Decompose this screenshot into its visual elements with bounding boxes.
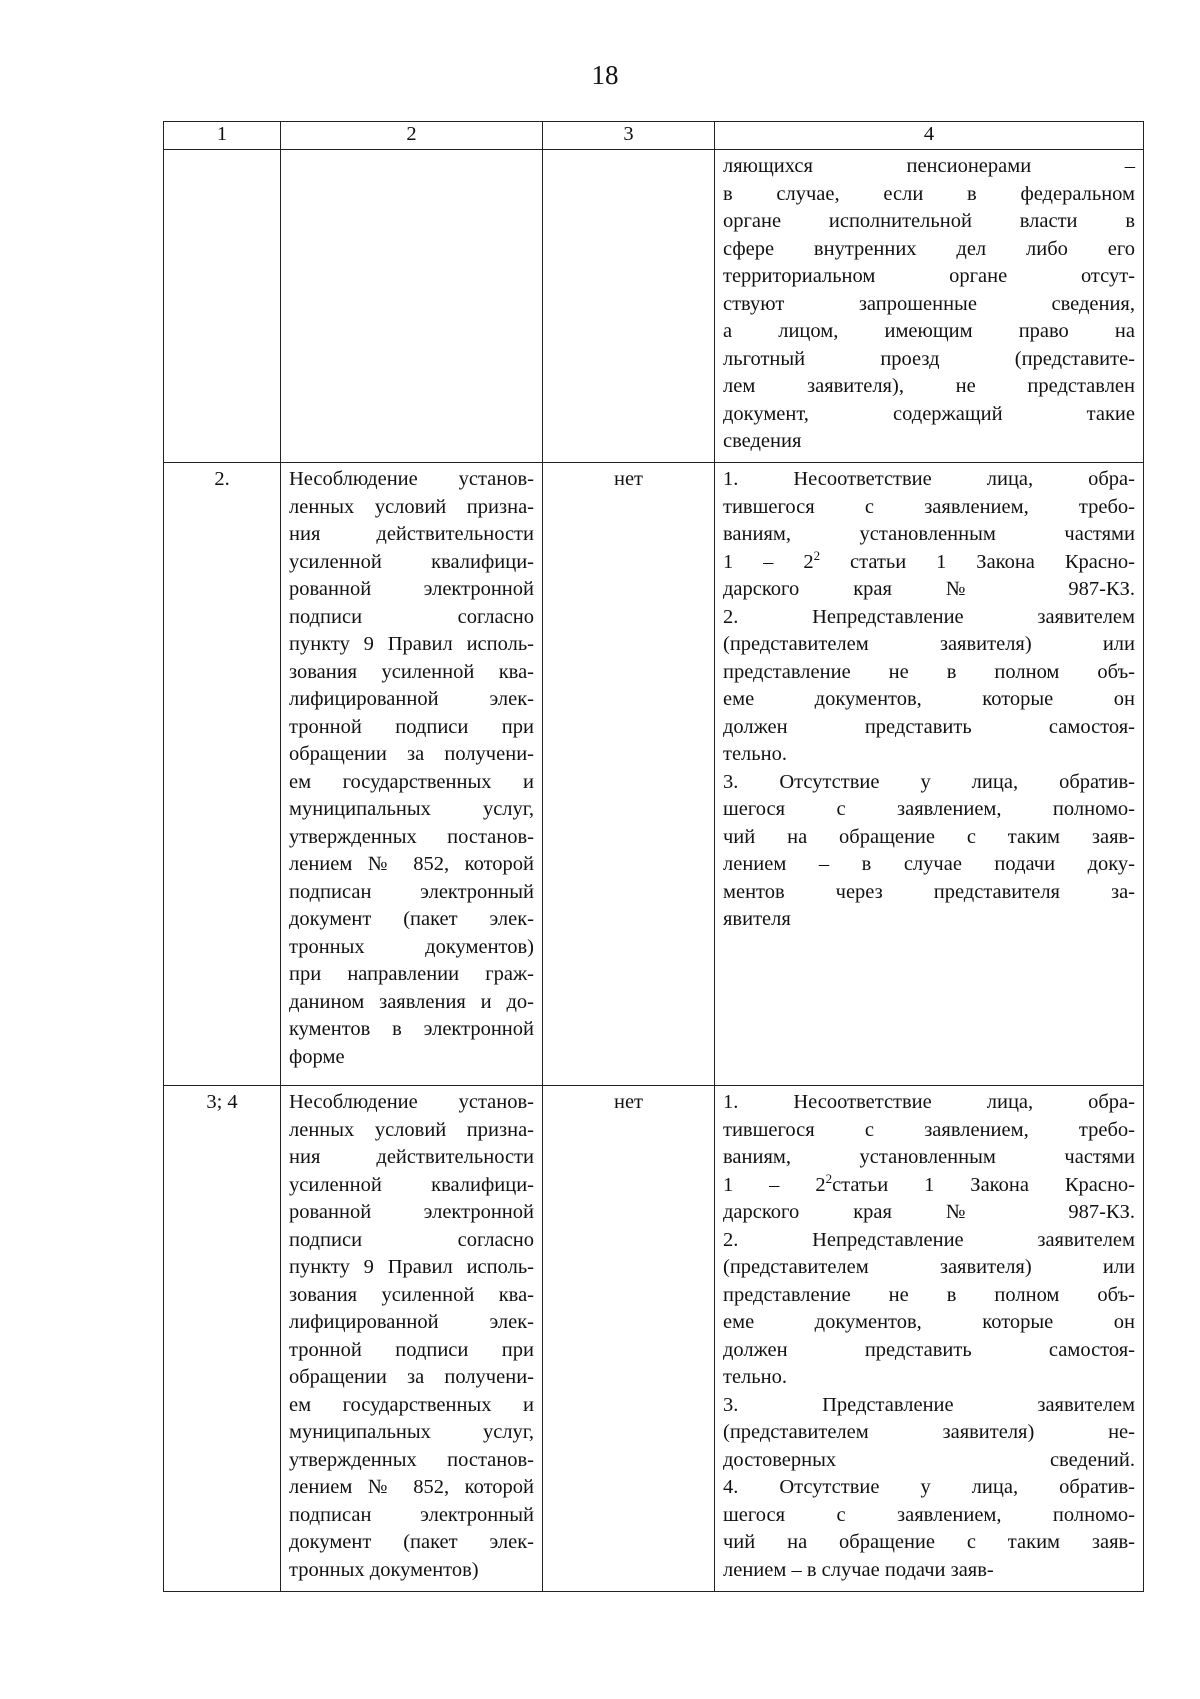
text-line: (представителем заявителя) или [723, 633, 1135, 655]
text-line: утвержденных постанов- [289, 1448, 534, 1471]
table-header-row [164, 122, 1144, 150]
text-line: сведения [723, 430, 802, 452]
text-line: (представителем заявителя) или [723, 1256, 1135, 1278]
text-line: муниципальных услуг, [289, 798, 534, 820]
text-line: в случае, если в федеральном [723, 182, 1135, 205]
text-line: достоверных сведений. [723, 1448, 1135, 1471]
text-line: обращении за получени- [289, 1366, 534, 1388]
header-col-2: 2 [281, 122, 543, 150]
text-line: ленных условий призна- [289, 495, 534, 518]
condition-cell [281, 463, 543, 1086]
text-line: лем заявителя), не представлен [723, 375, 1135, 397]
text-line: ем государственных и [289, 770, 534, 793]
text-line: тронной подписи при [289, 1338, 534, 1361]
text-line: ем государственных и [289, 1393, 534, 1416]
flag-cell: нет [543, 1086, 715, 1592]
text-line: $1 - 2^2статьи$ 1 Закона Красно- [723, 1170, 1135, 1196]
text-line: кументов в электронной [289, 1018, 534, 1040]
text-line: 3. Отсутствие у лица, обратив- [723, 770, 1135, 793]
text-line: зования усиленной ква- [289, 660, 534, 683]
text-line: документ, содержащий такие [723, 402, 1135, 425]
text-line: представление не в полном объ- [723, 1283, 1135, 1306]
text-line: данином заявления и до- [289, 990, 534, 1013]
text-line: лением – в случае подачи доку- [723, 853, 1135, 875]
header-col-1: 1 [164, 122, 281, 150]
text-line: лением № 852, которой [289, 853, 534, 875]
text-line: документ (пакет элек- [289, 1531, 534, 1553]
text-line: муниципальных услуг, [289, 1421, 534, 1443]
text-line: лифицированной элек- [289, 688, 534, 710]
text-line: рованной электронной [289, 578, 534, 600]
text-line: тельно. [723, 743, 787, 765]
text-line: шегося с заявлением, полномо- [723, 798, 1135, 820]
text-line: тившегося с заявлением, требо- [723, 495, 1135, 518]
text-line: дарского края № 987-КЗ. [723, 578, 1135, 600]
text-line: усиленной квалифици- [289, 550, 534, 573]
text-line: чий на обращение с таким заяв- [723, 825, 1135, 848]
text-line: рованной электронной [289, 1201, 534, 1223]
row-number [164, 150, 281, 463]
text-line: $1 - 2^2$ статьи 1 Закона Красно- [723, 547, 1135, 573]
text-line: подписи согласно [289, 605, 534, 628]
text-line: дарского края № 987-КЗ. [723, 1201, 1135, 1223]
text-line: органе исполнительной власти в [723, 210, 1135, 232]
page-number: 18 [591, 60, 619, 90]
text-line: при направлении граж- [289, 963, 534, 985]
text-line: ваниям, установленным частями [723, 523, 1135, 545]
row-number: 2. [164, 463, 281, 1086]
text-line: лифицированной элек- [289, 1311, 534, 1333]
text-line: сфере внутренних дел либо его [723, 237, 1135, 260]
superscript: 2 [813, 547, 821, 563]
text-line: шегося с заявлением, полномо- [723, 1503, 1135, 1526]
flag-cell: нет [543, 463, 715, 1086]
text-line: чий на обращение с таким заяв- [723, 1531, 1135, 1553]
text-line: ния действительности [289, 523, 534, 545]
text-line: обращении за получени- [289, 743, 534, 765]
text-line: пункту 9 Правил исполь- [289, 633, 534, 655]
table-row [164, 463, 1144, 1086]
header-col-4: 4 [715, 122, 1144, 150]
text-line: 4. Отсутствие у лица, обратив- [723, 1476, 1135, 1498]
text-line: ленных условий призна- [289, 1118, 534, 1141]
superscript: 2 [825, 1170, 833, 1186]
text-line: льготный проезд (представите- [723, 347, 1135, 370]
reasons-cell [715, 463, 1144, 1086]
text-line: а лицом, имеющим право на [723, 320, 1135, 342]
text-line: ляющихся пенсионерами – [723, 155, 1135, 177]
text-line: ствуют запрошенные сведения, [723, 292, 1135, 315]
condition-cell [281, 150, 543, 463]
text-line: еме документов, которые он [723, 688, 1135, 710]
text-line: территориальном органе отсут- [723, 265, 1135, 287]
text-line: Несоблюдение установ- [289, 468, 534, 490]
text-line: (представителем заявителя) не- [723, 1421, 1135, 1443]
text-line: Несоблюдение установ- [289, 1091, 534, 1113]
text-line: подписан электронный [289, 1503, 534, 1526]
text-line: усиленной квалифици- [289, 1173, 534, 1196]
text-line: ваниям, установленным частями [723, 1146, 1135, 1168]
text-line: зования усиленной ква- [289, 1283, 534, 1306]
text-line: тившегося с заявлением, требо- [723, 1118, 1135, 1141]
text-line: подписи согласно [289, 1228, 534, 1251]
text-line: тронной подписи при [289, 715, 534, 738]
text-line: лением № 852, которой [289, 1476, 534, 1498]
text-line: 1. Несоответствие лица, обра- [723, 468, 1135, 490]
text-line: лением – в случае подачи заяв- [723, 1558, 994, 1581]
text-line: должен представить самостоя- [723, 1338, 1135, 1361]
document-table [163, 121, 1144, 1592]
header-col-3: 3 [543, 122, 715, 150]
text-line: тронных документов) [289, 1558, 479, 1581]
text-line: 2. Непредставление заявителем [723, 1228, 1135, 1251]
text-line: форме [289, 1045, 345, 1068]
text-line: 1. Несоответствие лица, обра- [723, 1091, 1135, 1113]
row-number: 3; 4 [164, 1086, 281, 1592]
text-line: ментов через представителя за- [723, 880, 1135, 903]
text-line: ния действительности [289, 1146, 534, 1168]
flag-cell [543, 150, 715, 463]
text-line: документ (пакет элек- [289, 908, 534, 930]
text-line: тельно. [723, 1366, 787, 1388]
text-line: 3. Представление заявителем [723, 1393, 1135, 1416]
text-line: пункту 9 Правил исполь- [289, 1256, 534, 1278]
reasons-cell [715, 150, 1144, 463]
text-line: представление не в полном объ- [723, 660, 1135, 683]
table-row [164, 1086, 1144, 1592]
text-line: должен представить самостоя- [723, 715, 1135, 738]
condition-cell [281, 1086, 543, 1592]
text-line: утвержденных постанов- [289, 825, 534, 848]
reasons-cell [715, 1086, 1144, 1592]
text-line: еме документов, которые он [723, 1311, 1135, 1333]
text-line: 2. Непредставление заявителем [723, 605, 1135, 628]
text-line: явителя [723, 908, 791, 930]
text-line: подписан электронный [289, 880, 534, 903]
text-line: тронных документов) [289, 935, 534, 958]
table-row [164, 150, 1144, 463]
